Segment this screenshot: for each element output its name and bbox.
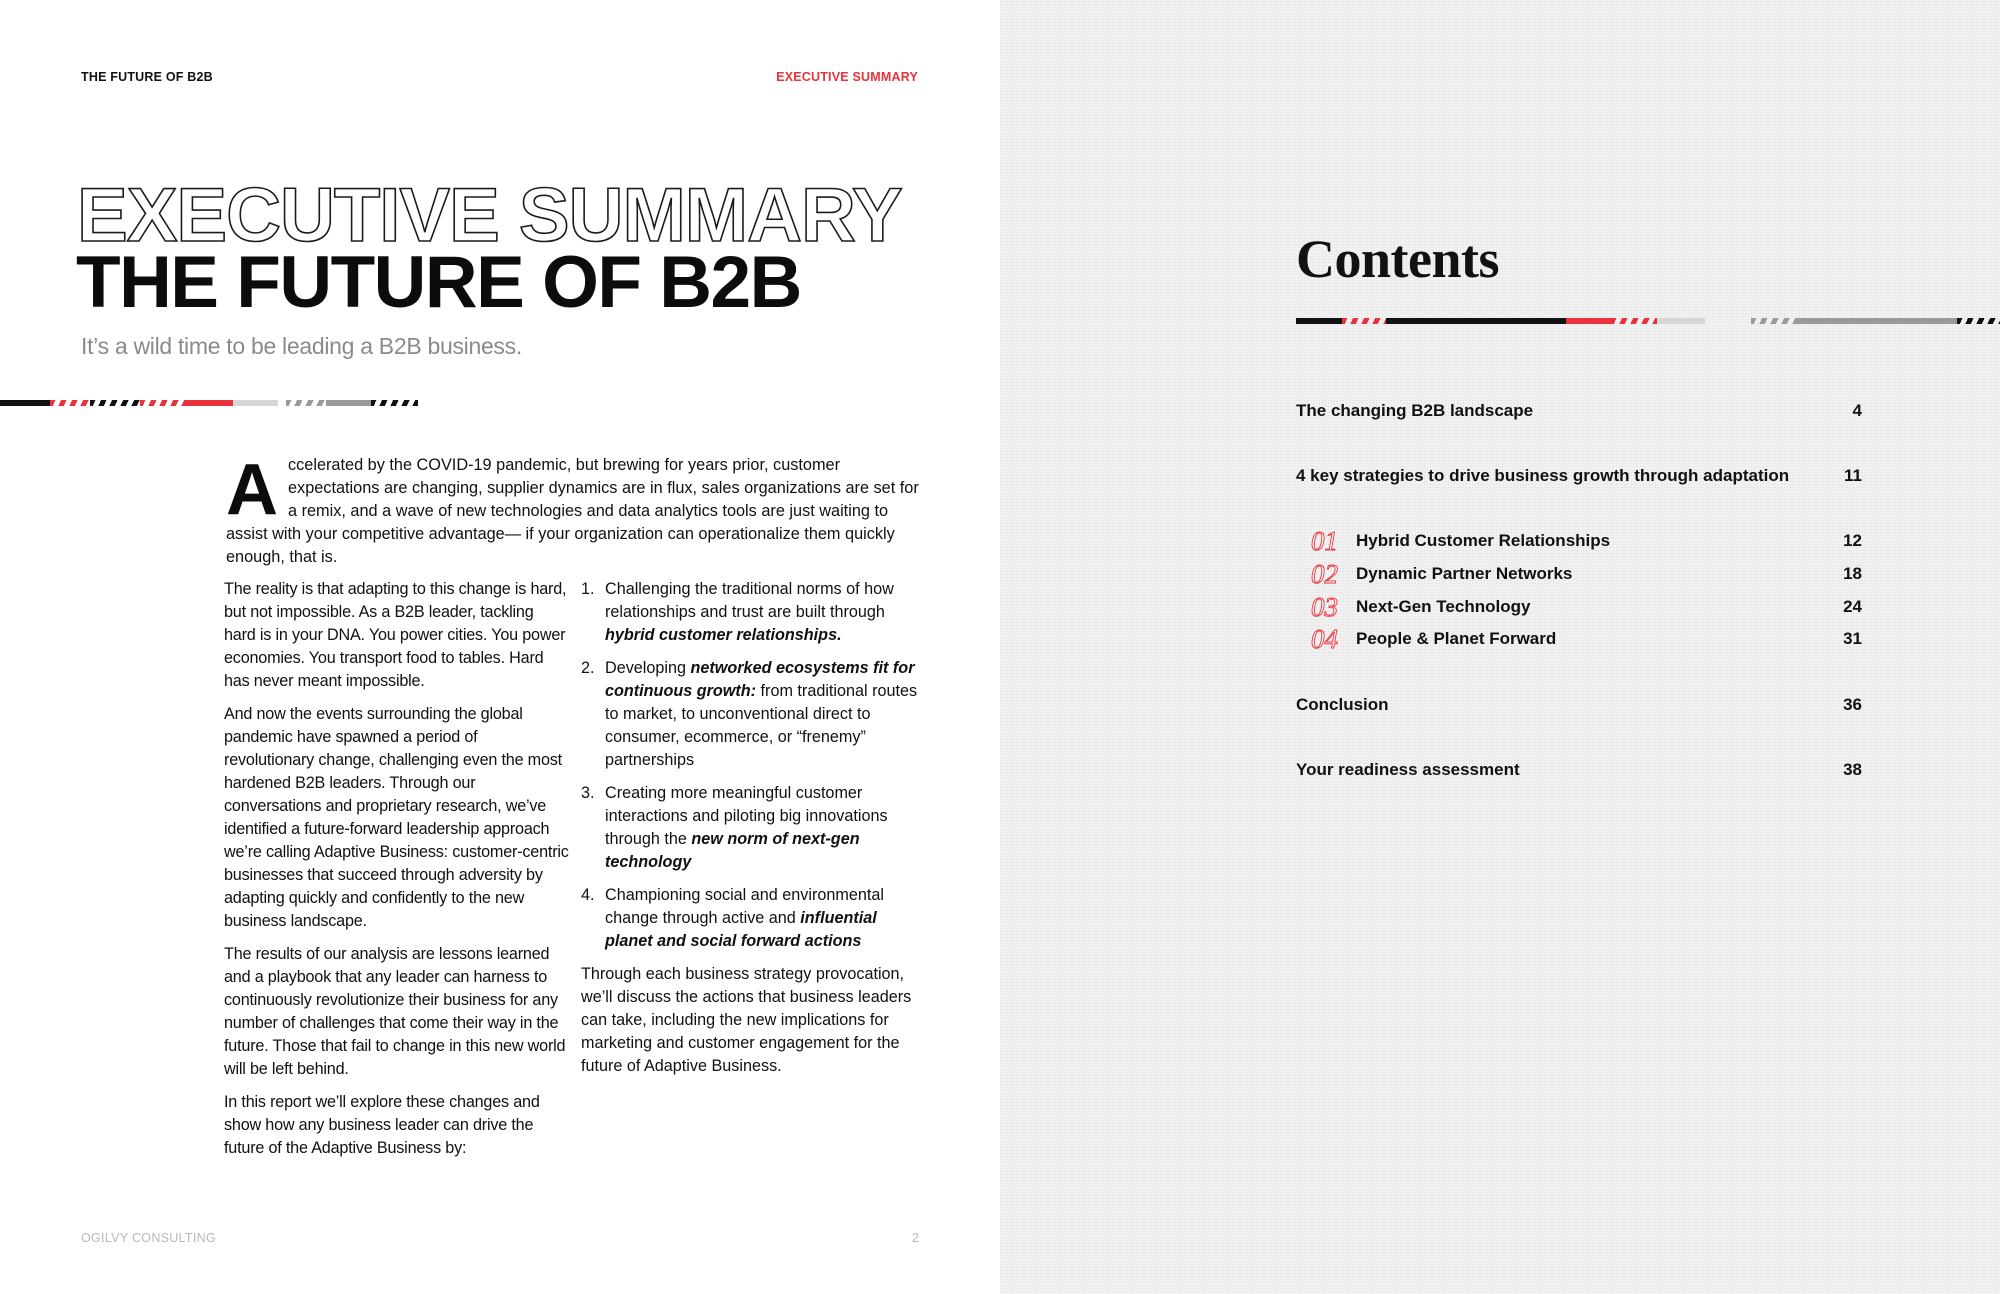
toc-entry-title: Dynamic Partner Networks — [1356, 564, 1573, 583]
intro-text: ccelerated by the COVID-19 pandemic, but brewing for years prior, customer expectations are changing, supplier dynamics are in flux, sales organizations are set for a remix, and a wave of new technologies and data analytics tools are just waiting to assist with your competitive advantage— if your organization can operationalize them quickly enough, that is. — [226, 456, 919, 566]
strategy-item — [581, 657, 926, 772]
toc-chapter-entry[interactable] — [1296, 623, 1862, 654]
strategy-number: 1. — [581, 580, 595, 598]
toc-entry-page: 24 — [1843, 597, 1862, 616]
drop-cap: A — [226, 450, 278, 530]
right-page — [1000, 0, 2000, 1294]
toc-chapter-entry[interactable] — [1296, 525, 1862, 556]
strategy-emphasis: hybrid customer relationships. — [605, 626, 842, 644]
strategy-item — [581, 884, 926, 953]
decorative-stripe-left — [0, 400, 418, 406]
body-paragraph: The reality is that adapting to this change is hard, but not impossible. As a B2B leader, tackling hard is in your DNA. You power cities. You power economies. You transport food to tables. Hard has never meant impossible. — [224, 580, 567, 690]
strategy-text: Creating more meaningful customer interactions and piloting big innovations through the — [605, 784, 888, 848]
toc-entry-page: 11 — [1844, 466, 1862, 485]
strategy-text: Championing social and environmental change through active and — [605, 886, 884, 927]
body-paragraph: In this report we’ll explore these changes and show how any business leader can drive the future of the Adaptive Business by: — [224, 1093, 540, 1157]
toc-entry-page: 31 — [1843, 629, 1862, 648]
body-paragraph: The results of our analysis are lessons learned and a playbook that any leader can harness to continuously revolutionize their business for any number of challenges that come their way in the future. Those that fail to change in this new world will be left behind. — [224, 945, 566, 1078]
strategy-emphasis: influential planet and social forward actions — [605, 909, 877, 950]
toc-entry-page: 38 — [1843, 760, 1862, 779]
strategy-text-post: from traditional routes to market, to unconventional direct to consumer, ecommerce, or “frenemy” partnerships — [605, 682, 918, 769]
chapter-number: 03 — [1311, 591, 1338, 622]
toc-entry[interactable] — [1296, 692, 1862, 718]
closing-paragraph: Through each business strategy provocation, we’ll discuss the actions that business leaders can take, including the new implications for marketing and customer engagement for the future of Adaptive Business. — [581, 965, 912, 1075]
toc-entry[interactable] — [1296, 463, 1862, 489]
page-subtitle: It’s a wild time to be leading a B2B business. — [81, 333, 522, 359]
strategy-number: 2. — [581, 659, 595, 677]
strategy-list — [581, 578, 926, 953]
strategy-emphasis: networked ecosystems fit for continuous growth: — [605, 659, 915, 700]
strategy-item — [581, 782, 926, 874]
toc-chapter-entry[interactable] — [1296, 591, 1862, 622]
body-column-1 — [224, 578, 569, 1170]
intro-paragraph — [226, 450, 920, 569]
toc-entry[interactable] — [1296, 398, 1862, 424]
strategy-number: 3. — [581, 784, 595, 802]
running-header-right: EXECUTIVE SUMMARY — [776, 70, 918, 84]
toc-entry-title: The changing B2B landscape — [1296, 401, 1534, 420]
strategy-text: Developing — [605, 659, 691, 677]
toc-entry-title: Your readiness assessment — [1296, 760, 1520, 779]
decorative-stripe-right — [1296, 318, 2000, 324]
toc-entry-page: 4 — [1852, 401, 1862, 420]
strategy-item — [581, 578, 926, 647]
toc-entry-title: Next-Gen Technology — [1356, 597, 1531, 616]
toc-entry-title: 4 key strategies to drive business growth through adaptation — [1296, 466, 1790, 485]
outline-section-title: EXECUTIVE SUMMARY — [77, 173, 902, 258]
toc-entry-page: 18 — [1843, 564, 1862, 583]
toc-chapter-entry[interactable] — [1296, 558, 1862, 589]
chapter-number: 04 — [1311, 623, 1338, 654]
toc-entry-page: 36 — [1843, 695, 1862, 714]
toc-entry-page: 12 — [1843, 531, 1862, 550]
toc-entry-title: Conclusion — [1296, 695, 1389, 714]
body-column-2 — [581, 578, 926, 1078]
strategy-text: Challenging the traditional norms of how relationships and trust are built through — [605, 580, 894, 621]
page-number: 2 — [912, 1231, 919, 1245]
body-paragraph: And now the events surrounding the global pandemic have spawned a period of revolutionary change, challenging even the most hardened B2B leaders. Through our conversations and proprietary research, we’ve identified a future-forward leadership approach we’re calling Adaptive Business: customer-centric businesses that succeed through adversity by adapting quickly and confidently to the new business landscape. — [224, 705, 569, 930]
contents-title: Contents — [1296, 229, 1500, 289]
chapter-number: 01 — [1311, 525, 1338, 556]
running-header-left: THE FUTURE OF B2B — [81, 70, 213, 84]
strategy-number: 4. — [581, 886, 595, 904]
toc-entry-title: People & Planet Forward — [1356, 629, 1557, 648]
footer-brand: OGILVY CONSULTING — [81, 1231, 216, 1245]
toc-entry-title: Hybrid Customer Relationships — [1356, 531, 1611, 550]
toc-entry[interactable] — [1296, 757, 1862, 783]
strategy-emphasis: new norm of next-gen technology — [605, 830, 860, 871]
page-title: THE FUTURE OF B2B — [76, 242, 801, 323]
chapter-number: 02 — [1311, 558, 1338, 589]
